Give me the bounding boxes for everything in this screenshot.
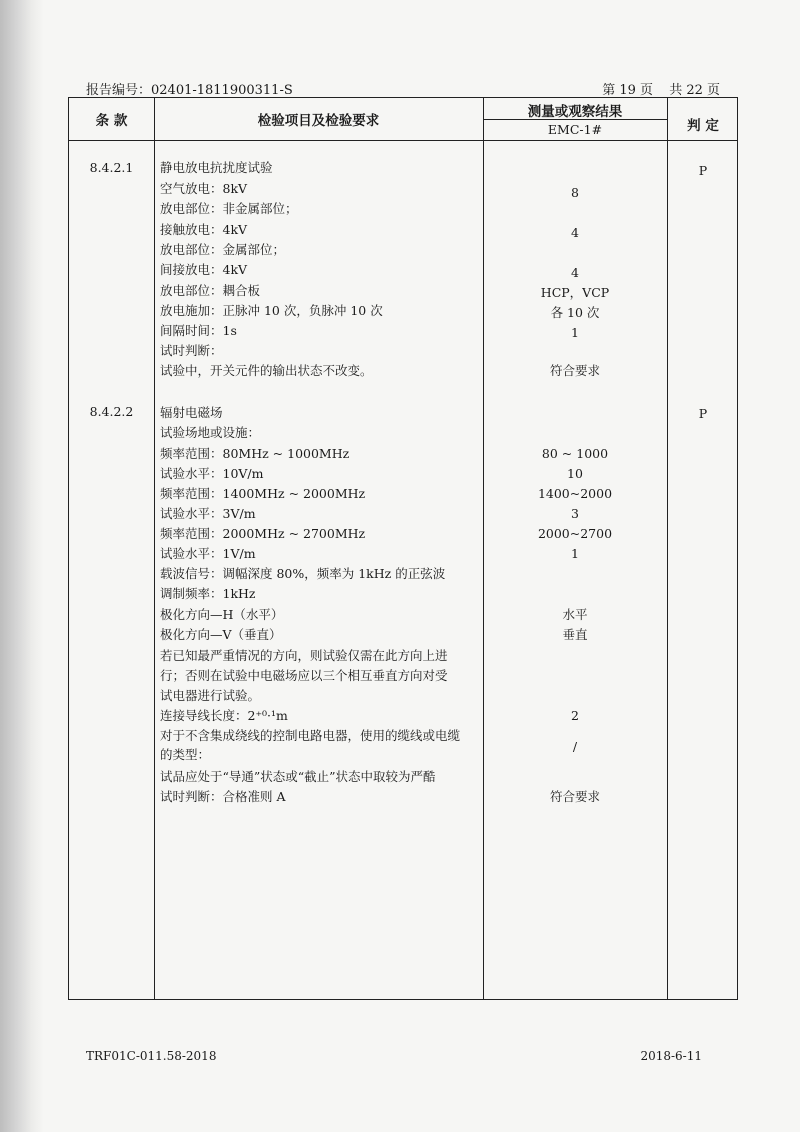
requirement: 试验水平：3V/m [160,506,256,521]
requirement: 试验水平：1V/m [160,546,256,561]
clause-number: 8.4.2.1 [89,160,134,175]
requirement: 频率范围：2000MHz ~ 2700MHz [160,526,366,541]
requirement: 接触放电：4kV [160,222,248,237]
result: 1400~2000 [537,486,613,501]
requirement: 的类型： [160,747,211,762]
requirement: 空气放电：8kV [160,181,248,196]
result: 1 [571,325,579,340]
col-divider-clause [154,98,155,999]
requirement: 放电部位：耦合板 [160,283,261,298]
requirement: 试时判断： [160,343,223,358]
requirement: 行；否则在试验中电磁场应以三个相互垂直方向对受 [160,668,448,683]
total-pages: 共 22 页 [669,83,720,98]
header-item: 检验项目及检验要求 [257,113,380,129]
requirement: 试验中，开关元件的输出状态不改变。 [160,363,373,378]
result: 水平 [562,607,588,622]
page-indicator [602,79,720,98]
requirement: 频率范围：80MHz ~ 1000MHz [160,446,350,461]
requirement: 试电器进行试验。 [160,688,261,703]
result: HCP，VCP [540,285,610,300]
requirement: 辐射电磁场 [160,405,223,420]
requirement: 试时判断：合格准则 A [160,789,286,804]
requirement: 试品应处于“导通”状态或“截止”状态中取较为严酷 [160,769,436,784]
header-sample: EMC-1# [547,122,603,137]
verdict: P [698,163,708,178]
report-number: 报告编号：02401-1811900311-S [86,83,293,98]
inspection-table [68,97,738,1000]
result: 符合要求 [549,789,600,804]
result: 垂直 [562,627,588,642]
page-number: 第 19 页 [602,83,654,98]
result: 2 [571,708,579,723]
result: 1 [571,546,579,561]
requirement: 试验场地或设施： [160,425,261,440]
result: 2000~2700 [537,526,613,541]
result: 符合要求 [549,363,600,378]
requirement: 间隔时间：1s [160,323,237,338]
requirement: 若已知最严重情况的方向，则试验仅需在此方向上进 [160,648,448,663]
verdict: P [698,406,708,421]
requirement: 极化方向—V（垂直） [160,627,282,642]
result: 4 [571,225,579,240]
requirement: 载波信号：调幅深度 80%，频率为 1kHz 的正弦波 [160,566,446,581]
header-result: 测量或观察结果 [527,104,623,120]
result: 10 [567,466,583,481]
requirement: 极化方向—H（水平） [160,607,284,622]
col-divider-result [667,98,668,999]
requirement: 放电部位：非金属部位； [160,201,298,216]
requirement: 间接放电：4kV [160,262,248,277]
result: 4 [571,265,579,280]
header-verdict: 判 定 [687,118,719,134]
requirement: 频率范围：1400MHz ~ 2000MHz [160,486,366,501]
requirement: 放电部位：金属部位； [160,242,286,257]
result: 3 [571,506,579,521]
scan-shadow [0,0,44,1132]
form-number: TRF01C-011.58-2018 [86,1049,217,1063]
header-bottom-line [69,140,737,141]
requirement: 放电施加：正脉冲 10 次，负脉冲 10 次 [160,303,383,318]
requirement: 对于不含集成绕线的控制电路电器，使用的缆线或电缆 [160,728,461,743]
result: / [572,739,578,754]
result: 8 [571,185,579,200]
requirement: 静电放电抗扰度试验 [160,160,273,175]
requirement: 连接导线长度：2⁺⁰·¹m [160,708,288,723]
requirement: 试验水平：10V/m [160,466,264,481]
clause-number: 8.4.2.2 [89,404,134,419]
result: 80 ~ 1000 [541,446,609,461]
issue-date: 2018-6-11 [640,1049,702,1063]
requirement: 调制频率：1kHz [160,586,256,601]
result: 各 10 次 [550,305,600,320]
header-clause: 条 款 [95,113,128,129]
